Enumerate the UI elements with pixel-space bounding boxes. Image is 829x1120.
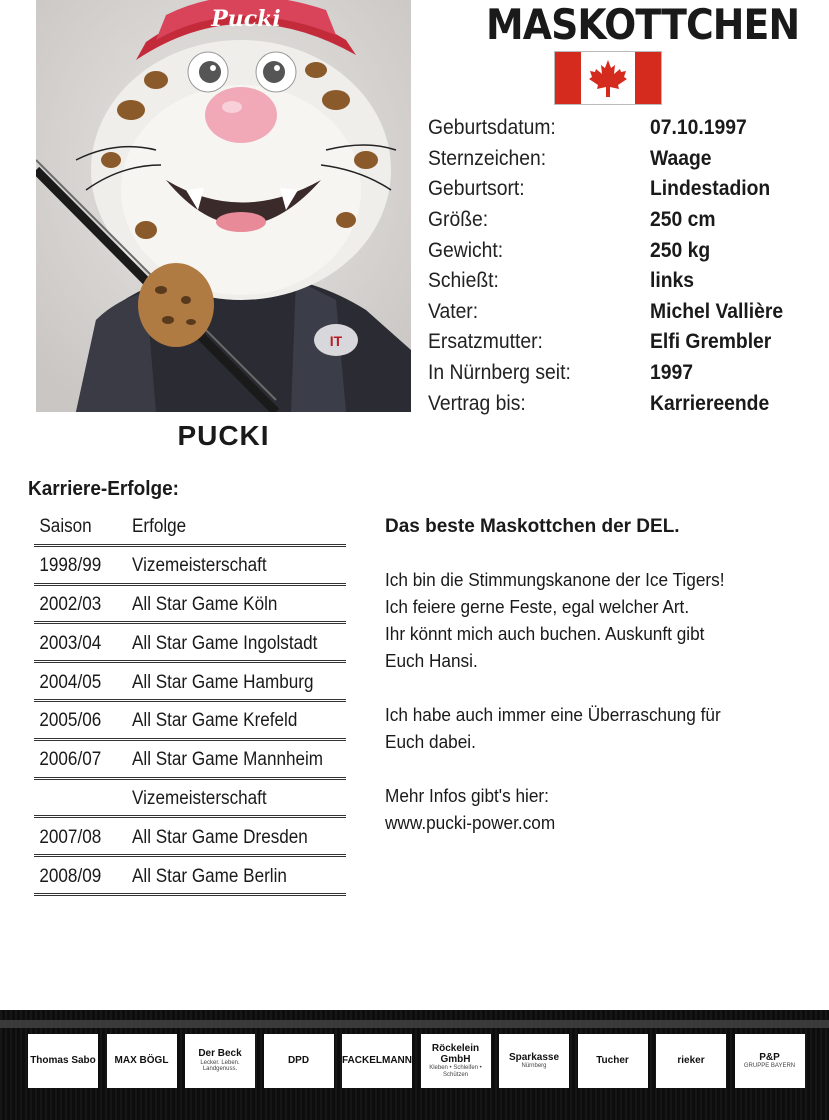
sponsor-logo	[578, 1034, 648, 1088]
career-row	[34, 624, 346, 663]
sponsor-name: DPD	[287, 1054, 310, 1066]
sponsor-logo	[656, 1034, 726, 1088]
mascot-info-table	[428, 113, 795, 419]
career-season: 1998/99	[39, 555, 102, 577]
info-label: Sternzeichen:	[428, 146, 547, 170]
sponsor-tagline: GRUPPE BAYERN	[743, 1063, 796, 1070]
info-row	[428, 266, 795, 297]
sponsor-logo	[499, 1034, 569, 1088]
career-season: 2008/09	[39, 865, 102, 887]
career-achievement: Vizemeisterschaft	[132, 555, 267, 577]
sponsor-logo	[185, 1034, 255, 1088]
career-season: 2006/07	[39, 749, 102, 771]
canada-flag-icon	[554, 51, 662, 105]
career-header-achievement: Erfolge	[132, 516, 187, 538]
card-title: MASKOTTCHEN	[486, 0, 800, 49]
career-header-season: Saison	[39, 516, 92, 538]
description-paragraph-1: Ich bin die Stimmungskanone der Ice Tigers! Ich feiere gerne Feste, egal welcher Art. Ihr könnt mich auch buchen. Auskunft gibt Euch Hansi.	[385, 569, 725, 671]
description-paragraph-3: Mehr Infos gibt's hier: www.pucki-power.com	[385, 785, 556, 833]
info-label: Vater:	[428, 299, 479, 323]
info-value: Waage	[650, 146, 712, 170]
mascot-illustration	[36, 0, 411, 412]
career-row	[34, 586, 346, 625]
sponsor-logo	[264, 1034, 334, 1088]
info-value: 250 cm	[650, 208, 716, 232]
sponsor-logo	[342, 1034, 412, 1088]
info-label: Geburtsdatum:	[428, 116, 556, 140]
career-title: Karriere-Erfolge:	[28, 478, 179, 500]
mascot-name: PUCKI	[177, 420, 270, 451]
career-season: 2002/03	[39, 593, 102, 615]
career-achievement: Vizemeisterschaft	[132, 787, 267, 809]
career-row	[34, 663, 346, 702]
info-label: Gewicht:	[428, 238, 504, 262]
sponsor-band	[0, 1020, 829, 1028]
career-row	[34, 702, 346, 741]
mascot-photo	[36, 0, 411, 412]
career-season: 2007/08	[39, 826, 102, 848]
info-row	[428, 174, 795, 205]
info-value: 250 kg	[650, 238, 711, 262]
sponsor-tagline: Kleben • Schleifen • Schützen	[429, 1065, 482, 1078]
sponsor-name: FACKELMANN	[342, 1054, 412, 1066]
info-row	[428, 358, 795, 389]
sponsor-name: P&P	[759, 1051, 780, 1063]
svg-text:IT: IT	[329, 333, 343, 349]
info-row	[428, 144, 795, 175]
description-paragraph-2: Ich habe auch immer eine Überraschung für Euch dabei.	[385, 704, 721, 752]
info-label: Größe:	[428, 208, 489, 232]
sponsor-name: Sparkasse	[508, 1051, 560, 1063]
career-row	[34, 547, 346, 586]
info-row	[428, 205, 795, 236]
career-table	[34, 508, 346, 896]
info-value: Karriereende	[650, 391, 770, 415]
career-row	[34, 857, 346, 896]
info-row	[428, 235, 795, 266]
career-season: 2003/04	[39, 632, 102, 654]
info-label: Geburtsort:	[428, 177, 525, 201]
info-value: Lindestadion	[650, 177, 771, 201]
career-row	[34, 741, 346, 780]
career-row	[34, 818, 346, 857]
career-header-row	[34, 508, 346, 547]
career-achievement: All Star Game Köln	[132, 593, 278, 615]
sponsor-name: Thomas Sabo	[30, 1054, 96, 1066]
career-season: 2004/05	[39, 671, 102, 693]
info-row	[428, 297, 795, 328]
info-row	[428, 113, 795, 144]
career-achievement: All Star Game Krefeld	[132, 710, 298, 732]
info-row	[428, 388, 795, 419]
info-value: 1997	[650, 361, 693, 385]
sponsor-tagline: Lecker. Leben. Landgenuss.	[200, 1059, 240, 1073]
description-title: Das beste Maskottchen der DEL.	[385, 516, 680, 537]
info-label: Vertrag bis:	[428, 391, 526, 415]
career-achievement: All Star Game Mannheim	[132, 749, 324, 771]
divider	[34, 893, 346, 896]
info-value: Elfi Grembler	[650, 330, 772, 354]
career-achievement: All Star Game Ingolstadt	[132, 632, 318, 654]
sponsor-logo	[421, 1034, 491, 1088]
website-link[interactable]: www.pucki-power.com	[385, 812, 556, 833]
career-season: 2005/06	[39, 710, 102, 732]
info-label: Schießt:	[428, 269, 499, 293]
career-achievement: All Star Game Berlin	[132, 865, 287, 887]
info-value: 07.10.1997	[650, 116, 747, 140]
sponsor-name: Der Beck	[198, 1048, 242, 1060]
sponsor-name: MAX BÖGL	[114, 1054, 169, 1066]
sponsor-name: Röckelein GmbH	[431, 1043, 480, 1065]
info-label: In Nürnberg seit:	[428, 361, 571, 385]
sponsor-tagline: Nürnberg	[521, 1063, 547, 1070]
career-row	[34, 780, 346, 819]
info-label: Ersatzmutter:	[428, 330, 543, 354]
sponsor-logo	[735, 1034, 805, 1088]
career-achievement: All Star Game Hamburg	[132, 671, 314, 693]
career-achievement: All Star Game Dresden	[132, 826, 308, 848]
sponsor-name: rieker	[677, 1054, 705, 1066]
sponsor-logo	[107, 1034, 177, 1088]
sponsor-logo	[28, 1034, 98, 1088]
info-value: links	[650, 269, 695, 293]
svg-text:Pucki: Pucki	[211, 6, 281, 32]
info-row	[428, 327, 795, 358]
description	[385, 513, 805, 863]
sponsor-name: Tucher	[596, 1054, 629, 1066]
info-value: Michel Vallière	[650, 299, 784, 323]
